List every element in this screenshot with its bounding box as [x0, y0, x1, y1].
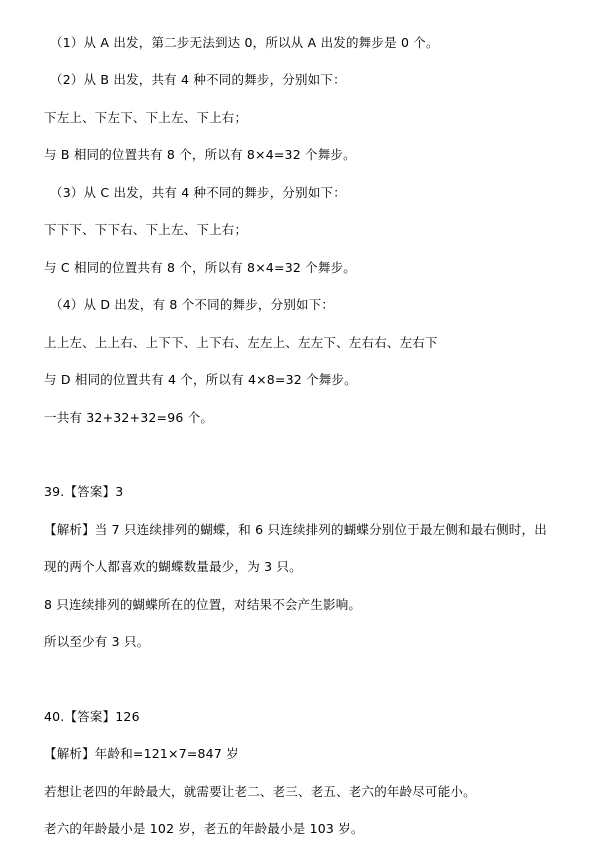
q40-analysis-2: 若想让老四的年龄最大，就需要让老二、老三、老五、老六的年龄尽可能小。: [44, 784, 476, 799]
q39-answer: 39.【答案】3: [44, 484, 124, 499]
case-c-steps: 下下下、下下右、下上左、下上右；: [44, 222, 248, 237]
case-b-steps: 下左上、下左下、下上左、下上右；: [44, 110, 248, 125]
case-b-total: 与 B 相同的位置共有 8 个，所以有 8×4=32 个舞步。: [44, 147, 356, 162]
case-d-total: 与 D 相同的位置共有 4 个，所以有 4×8=32 个舞步。: [44, 372, 357, 387]
q39-analysis-2: 现的两个人都喜欢的蝴蝶数量最少，为 3 只。: [44, 559, 302, 574]
q40-analysis-1: 【解析】年龄和=121×7=847 岁: [44, 746, 239, 761]
q40-answer: 40.【答案】126: [44, 709, 140, 724]
case-b-intro: （2）从 B 出发，共有 4 种不同的舞步，分别如下：: [50, 72, 346, 87]
case-d-intro: （4）从 D 出发，有 8 个不同的舞步，分别如下：: [50, 297, 335, 312]
q39-analysis-3: 8 只连续排列的蝴蝶所在的位置，对结果不会产生影响。: [44, 597, 362, 612]
q39-conclusion: 所以至少有 3 只。: [44, 634, 150, 649]
case-d-steps: 上上左、上上右、上下下、上下右、左左上、左左下、左右右、左右下: [44, 335, 438, 350]
grand-total: 一共有 32+32+32=96 个。: [44, 410, 214, 425]
case-c-total: 与 C 相同的位置共有 8 个，所以有 8×4=32 个舞步。: [44, 260, 356, 275]
q39-analysis-1: 【解析】当 7 只连续排列的蝴蝶，和 6 只连续排列的蝴蝶分别位于最左侧和最右侧时，出: [44, 522, 547, 537]
case-a-conclusion: （1）从 A 出发，第二步无法到达 0，所以从 A 出发的舞步是 0 个。: [50, 35, 439, 50]
q40-analysis-3: 老六的年龄最小是 102 岁，老五的年龄最小是 103 岁。: [44, 821, 364, 836]
case-c-intro: （3）从 C 出发，共有 4 种不同的舞步，分别如下：: [50, 185, 346, 200]
